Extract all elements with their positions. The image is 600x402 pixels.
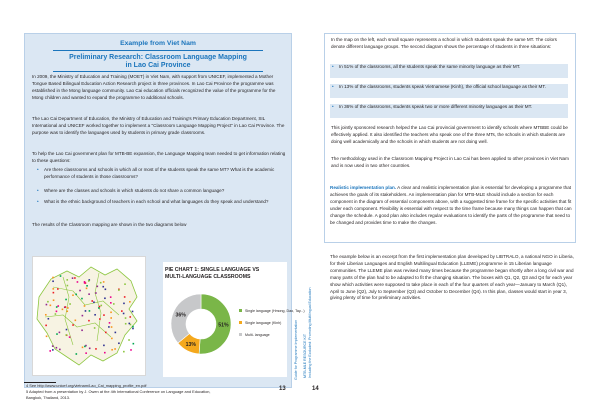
bullet-icon: •: [37, 167, 39, 172]
school-marker: [113, 303, 115, 305]
school-marker: [84, 305, 86, 307]
school-marker: [118, 342, 120, 344]
school-marker: [102, 286, 104, 288]
school-marker: [132, 328, 134, 330]
map-image: [33, 257, 145, 375]
legend-label: Multi- language: [245, 333, 270, 337]
school-marker: [111, 349, 113, 351]
school-marker: [72, 324, 74, 326]
intro-paragraph-2: The Lao Cai Department of Education, the Ministry of Education and Training's Primary Education Department, SIL International and UNICEF worked together to implement a "Classroom Language Mapping Project" in Lao Cai Province. The purpose was to identify the languages used by students in primary grade classrooms.: [32, 116, 285, 135]
school-marker: [60, 275, 62, 277]
implementation-paragraph: [330, 185, 576, 226]
legend-swatch: [239, 321, 242, 324]
school-marker: [110, 302, 112, 304]
school-marker: [72, 294, 74, 296]
school-marker: [100, 282, 102, 284]
school-marker: [67, 307, 69, 309]
school-marker: [95, 348, 97, 350]
chart-heading: PIE CHART 1: SINGLE LANGUAGE VS: [165, 267, 260, 273]
legend-swatch: [239, 333, 242, 336]
results-line: The results of the Classroom mapping are shown in the two diagrams below: [32, 222, 187, 227]
school-marker: [45, 314, 47, 316]
school-marker: [103, 314, 105, 316]
school-marker: [46, 304, 48, 306]
school-marker: [111, 326, 113, 328]
school-marker: [124, 283, 126, 285]
bullet-icon: •: [37, 188, 39, 193]
bullet-icon: •: [37, 199, 39, 204]
school-marker: [77, 281, 79, 283]
school-marker: [123, 313, 125, 315]
school-marker: [115, 332, 117, 334]
school-marker: [66, 279, 68, 281]
school-marker: [49, 350, 51, 352]
school-marker: [111, 338, 113, 340]
school-marker: [53, 292, 55, 294]
school-marker: [89, 348, 91, 350]
school-marker: [48, 318, 50, 320]
school-marker: [46, 336, 48, 338]
school-marker: [94, 314, 96, 316]
school-marker: [59, 332, 61, 334]
school-marker: [74, 277, 76, 279]
bullet-icon: •: [332, 64, 334, 69]
school-marker: [82, 347, 84, 349]
school-marker: [56, 311, 58, 313]
bullet-icon: •: [332, 104, 334, 109]
intro-paragraph-3: To help the Lao Cai government plan for MTB-BE expansion, the Language Mapping team needed to get information relating to these questions:: [32, 151, 286, 163]
school-marker: [99, 306, 101, 308]
school-marker: [86, 285, 88, 287]
school-marker: [88, 293, 90, 295]
school-marker: [84, 346, 86, 348]
school-marker: [105, 332, 107, 334]
school-marker: [125, 323, 127, 325]
school-marker: [72, 277, 74, 279]
methodology-note: The methodology used in the Classroom Mapping Project in Lao Cai has been applied to other provinces in Viet Nam and is now used in two other countries.: [331, 156, 569, 168]
page-number-left: 13: [279, 386, 286, 392]
footnote-2-cont: Bangkok, Thailand, 2013.: [26, 395, 71, 400]
school-marker: [129, 316, 131, 318]
school-marker: [67, 285, 69, 287]
lao-cai-map: [32, 256, 146, 376]
subtitle-rule: [53, 71, 263, 72]
bullet-icon: •: [332, 84, 334, 89]
school-marker: [129, 323, 131, 325]
result-bullet: • In 36% of the classrooms, students speak two or more different minority languages as their MT.: [332, 104, 533, 109]
school-marker: [108, 326, 110, 328]
example-title: Example from Viet Nam: [120, 40, 196, 47]
school-marker: [110, 311, 112, 313]
school-marker: [56, 306, 58, 308]
school-marker: [132, 311, 134, 313]
school-marker: [128, 339, 130, 341]
legend-label: Single language (Kinh): [245, 321, 282, 325]
school-marker: [66, 310, 68, 312]
school-marker: [52, 288, 54, 290]
school-marker: [100, 305, 102, 307]
school-marker: [52, 349, 54, 351]
school-marker: [79, 290, 81, 292]
school-marker: [133, 343, 135, 345]
school-marker: [85, 352, 87, 354]
school-marker: [56, 347, 58, 349]
school-marker: [52, 280, 54, 282]
example-subtitle: Preliminary Research: Classroom Language Mapping: [69, 54, 247, 61]
school-marker: [104, 352, 106, 354]
left-spine-label: Guide for Programme Implementation: [294, 319, 298, 380]
school-marker: [76, 353, 78, 355]
pie-slice-label: 13%: [185, 342, 196, 349]
school-marker: [45, 325, 47, 327]
footnote-1: 4 See http://www.unicef.org/vietnam/Lao_Cai_mapping_profile_en.pdf: [26, 383, 147, 388]
school-marker: [69, 303, 71, 305]
right-spine-label-2: Including the Excluded: Promoting Multilingual Education: [308, 287, 312, 378]
liberia-example-paragraph: The example below is an excerpt from the first implementation plan developed by LIBTRALO, a national NGO in Liberia, for their Liberian Languages and English Multilingual Education (LLEME) programme in 15 Liberian language communities. The LLEME plan was revised many times because the programme began shortly after a long civil war and many parts of the plan had to be adapted to fit the changing situation. The boxes with Q1, Q2, Q3 and Q4 for each year show which activities were supposed to take place in each of the four quarters of each year—January to March (Q1), April to June (Q2), July to September (Q3) and October to December (Q4). In this plan, classes would start in year 3, giving plenty of time for preliminary activities.: [330, 254, 574, 301]
school-marker: [84, 281, 86, 283]
school-marker: [85, 310, 87, 312]
pie-slice-label: 36%: [175, 312, 186, 319]
school-marker: [125, 317, 127, 319]
school-marker: [118, 289, 120, 291]
school-marker: [62, 309, 64, 311]
school-marker: [81, 329, 83, 331]
school-marker: [91, 300, 93, 302]
chart-heading-2: MULTI-LANGUAGE CLASSROOMS: [165, 274, 251, 280]
school-marker: [129, 301, 131, 303]
school-marker: [110, 317, 112, 319]
school-marker: [104, 297, 106, 299]
school-marker: [124, 296, 126, 298]
right-spine-label: MTB-MLE RESOURCE KIT: [303, 333, 307, 378]
school-marker: [110, 296, 112, 298]
school-marker: [65, 334, 67, 336]
school-marker: [97, 286, 99, 288]
school-marker: [95, 292, 97, 294]
school-marker: [82, 315, 84, 317]
pie-slice: [171, 294, 201, 343]
school-marker: [121, 310, 123, 312]
school-marker: [94, 327, 96, 329]
school-marker: [98, 307, 100, 309]
footnote-2: 5 Adapted from a presentation by J. Owen at the 4th International Conference on Language and Education,: [26, 389, 211, 394]
school-marker: [50, 305, 52, 307]
example-box: Example from Viet Nam Preliminary Research: Classroom Language Mapping in Lao Cai Province In 2009, the Ministry of Education and Training (MOET) in Viet Nam, with support from UNICEF, implemented a Mother Tongue Based Bilingual Education Action Research project in three provinces. In Lao Cai Province the programme was established in the Mong language community. Lao Cai education officials recognized the value of the programme for the Mong children and wanted to expand the programme to additional schools. The Lao Cai Department of Education, the Ministry of Education and Training's Primary Education Department, SIL International and UNICEF worked together to implement a "Classroom Language Mapping Project" in Lao Cai Province. The purpose was to identify the languages used by students in primary grade classrooms. To help the Lao Cai government plan for MTB-BE expansion, the Language Mapping team needed to get information relating to these questions: • Are there classrooms and schools in which all or most of the students speak the same MT? What is the academic performance of students in those classrooms? • Where are the classes and schools in which students do not share a common language? • What is the ethnic background of teachers in each school and what languages do they speak and understand? The results of the Classroom mapping are shown in the two diagrams below PIE CHART 1: SINGLE LANGUAGE VS MULTI-LANGUAGE CLASSROOMS 51% 13% 36% Single language (Hmong, Dao, Tay...) Single language (Kinh) Multi- language: [24, 33, 292, 388]
school-marker: [57, 288, 59, 290]
school-marker: [114, 348, 116, 350]
research-summary: This jointly sponsored research helped the Lao Cai provincial government to identify schools where MTBBE could be effectively applied. It also identified the teachers who speak one of the three MTs, the schools in which students are doing well academically and the schools in which students are not doing well.: [331, 125, 568, 144]
school-marker: [103, 345, 105, 347]
school-marker: [86, 288, 88, 290]
section-heading: Realistic implementation plan.: [330, 185, 397, 190]
page-number-right: 14: [312, 386, 319, 392]
school-marker: [52, 345, 54, 347]
legend-label: Single language (Hmong, Dao, Tay...): [245, 309, 305, 313]
school-marker: [69, 336, 71, 338]
school-marker: [88, 280, 90, 282]
school-marker: [55, 313, 57, 315]
school-marker: [75, 320, 77, 322]
school-marker: [75, 294, 77, 296]
school-marker: [93, 301, 95, 303]
school-marker: [109, 322, 111, 324]
legend-swatch: [239, 309, 242, 312]
map-explanation: In the map on the left, each small square represents a school in which students speak the same MT. The colors denote different language groups. The second diagram shows the percentage of students in three situations:: [331, 37, 557, 49]
school-marker: [59, 349, 61, 351]
school-marker: [89, 310, 91, 312]
school-marker: [47, 301, 49, 303]
section-body: A clear and realistic implementation plan is essential for developing a programme that achieves the goals of its stakeholders. An implementation plan for MTB-MLE should include a section for each component in the diagram of essential components above, with a suggested time frame for the specific activities that fit under each component. Flexibility is essential with respect to the time frame because many things can happen that can change the schedule. A good plan also includes regular evaluations to identify the parts of the programme that need to be changed and provides time to make the changes.: [330, 185, 572, 225]
school-marker: [65, 299, 67, 301]
result-bullet: • In 13% of the classrooms, students speak Vietnamese (Kinh), the official school language as their MT.: [332, 84, 546, 89]
school-marker: [81, 298, 83, 300]
school-marker: [56, 333, 58, 335]
school-marker: [66, 329, 68, 331]
example-subtitle-2: in Lao Cai Province: [125, 62, 191, 69]
school-marker: [132, 326, 134, 328]
school-marker: [53, 299, 55, 301]
school-marker: [88, 320, 90, 322]
school-marker: [57, 305, 59, 307]
school-marker: [123, 351, 125, 353]
school-marker: [105, 288, 107, 290]
school-marker: [103, 281, 105, 283]
school-marker: [52, 277, 54, 279]
school-marker: [65, 306, 67, 308]
pie-slice-label: 51%: [218, 322, 229, 329]
title-rule: [53, 50, 263, 51]
school-marker: [99, 318, 101, 320]
school-marker: [123, 303, 125, 305]
result-bullet: • In 51% of the classrooms, all the students speak the same minority language as their MT.: [332, 64, 521, 69]
intro-paragraph-1: In 2009, the Ministry of Education and Training (MOET) in Viet Nam, with support from UNICEF, implemented a Mother Tongue Based Bilingual Education Action Research project in three provinces. In Lao Cai Province the programme was established in the Mong language community. Lao Cai education officials recognized the value of the programme for the Mong children and wanted to expand the programme to additional schools.: [32, 74, 276, 100]
school-marker: [130, 349, 132, 351]
